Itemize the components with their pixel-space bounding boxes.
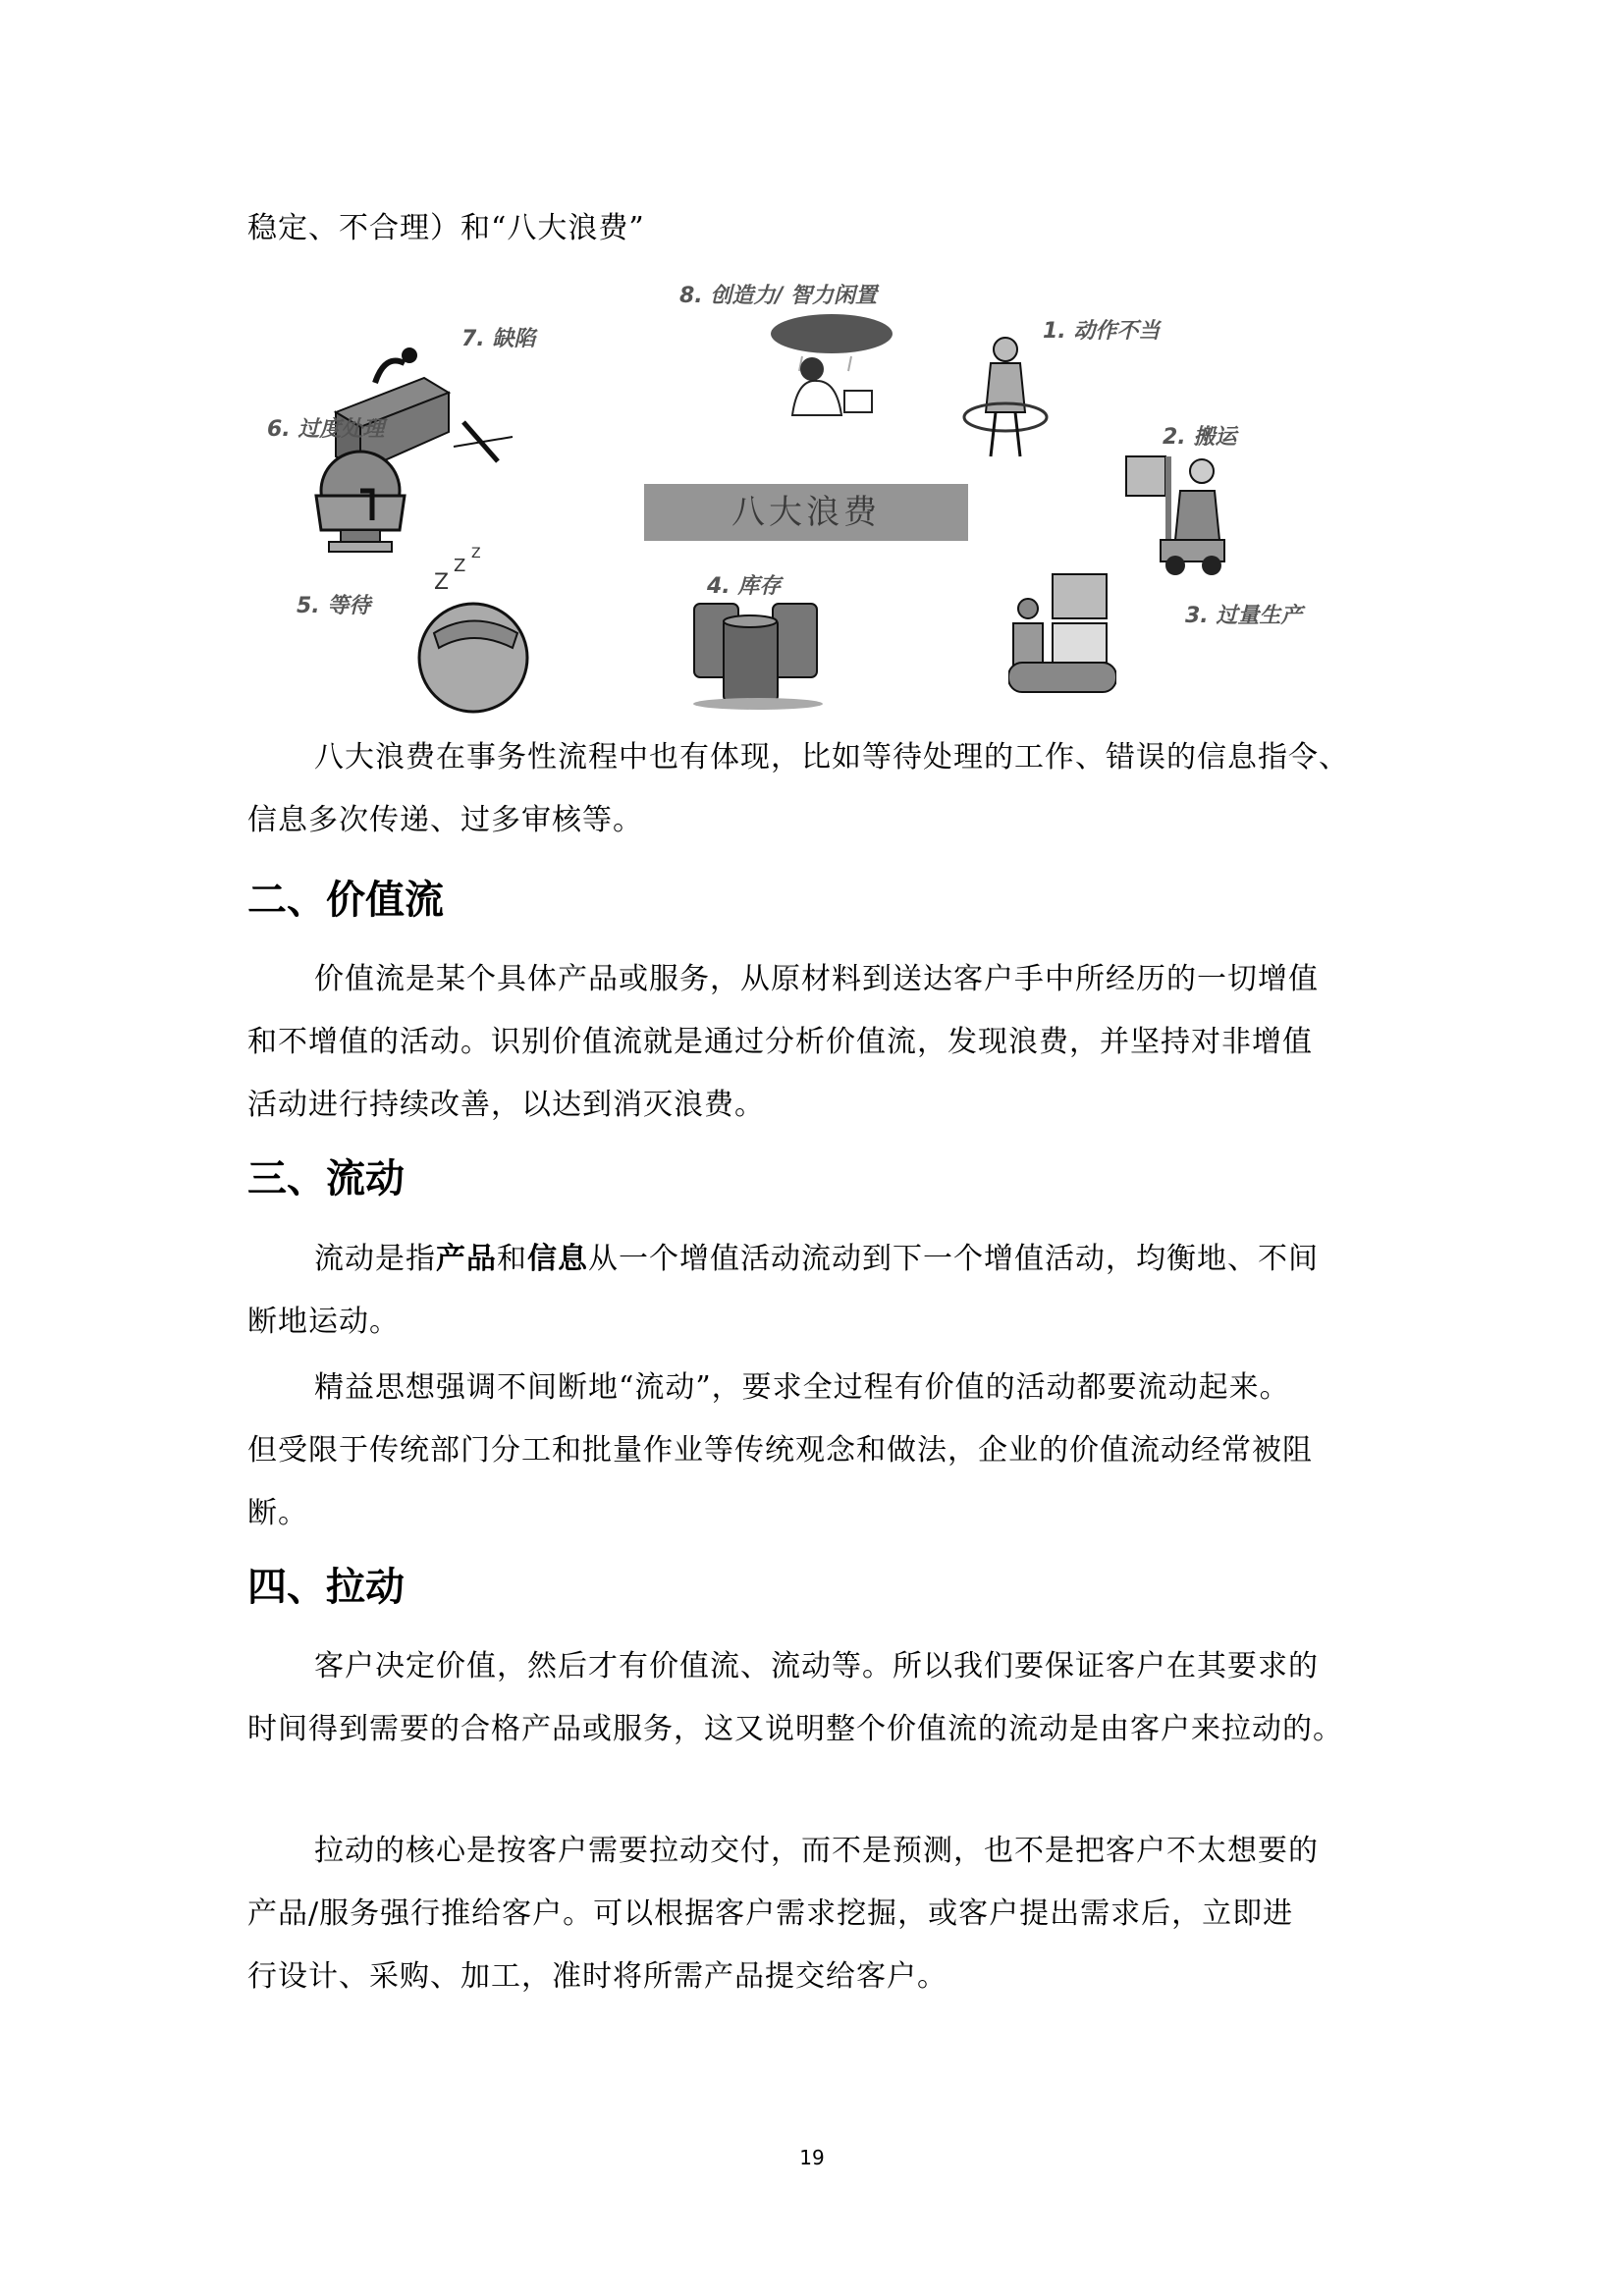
eight-wastes-figure [257, 275, 1367, 726]
paragraph-line: 断。 [247, 1496, 308, 1530]
waste-label-4: 4. 库存 [707, 574, 782, 599]
paragraph-line: 信息多次传递、过多审核等。 [247, 803, 643, 837]
paragraph-line: 时间得到需要的合格产品或服务，这又说明整个价值流的流动是由客户来拉动的。 [247, 1712, 1343, 1746]
paragraph-line: 活动进行持续改善，以达到消灭浪费。 [247, 1088, 765, 1122]
paragraph-line: 流动是指产品和信息从一个增值活动流动到下一个增值活动，均衡地、不间 [314, 1242, 1319, 1276]
paragraph-line: 行设计、采购、加工，准时将所需产品提交给客户。 [247, 1959, 947, 1994]
paragraph-line: 拉动的核心是按客户需要拉动交付，而不是预测，也不是把客户不太想要的 [314, 1834, 1319, 1868]
section-heading-pull: 四、拉动 [247, 1565, 405, 1610]
grinding-wheel-icon [311, 447, 409, 555]
bold-term-product: 产品 [436, 1242, 497, 1276]
waste-label-6: 6. 过度处理 [267, 417, 385, 442]
paragraph-line: 客户决定价值，然后才有价值流、流动等。所以我们要保证客户在其要求的 [314, 1649, 1319, 1683]
paragraph-line: 八大浪费在事务性流程中也有体现，比如等待处理的工作、错误的信息指令、 [314, 740, 1349, 774]
waste-label-3: 3. 过量生产 [1185, 604, 1303, 628]
intro-line: 稳定、不合理）和“八大浪费” [247, 211, 645, 245]
waste-label-5: 5. 等待 [297, 594, 371, 618]
eight-wastes-center-label: 八大浪费 [644, 484, 968, 541]
paragraph-line: 断地运动。 [247, 1305, 400, 1339]
waste-label-7: 7. 缺陷 [461, 327, 536, 351]
paragraph-line: 和不增值的活动。识别价值流就是通过分析价值流，发现浪费，并坚持对非增值 [247, 1025, 1313, 1059]
section-heading-value-stream: 二、价值流 [247, 878, 444, 923]
paragraph-line: 产品/服务强行推给客户。可以根据客户需求挖掘，或客户提出需求后，立即进 [247, 1896, 1294, 1931]
waste-label-1: 1. 动作不当 [1043, 319, 1161, 344]
svg-text:Z: Z [454, 556, 466, 576]
conveyor-production-icon [1008, 569, 1116, 697]
waste-label-2: 2. 搬运 [1163, 425, 1237, 450]
paragraph-line: 但受限于传统部门分工和批量作业等传统观念和做法，企业的价值流动经常被阻 [247, 1433, 1313, 1468]
oil-barrels-icon [689, 594, 827, 712]
forklift-icon [1121, 452, 1229, 579]
sleeping-globe-icon [405, 540, 542, 717]
svg-text:Z: Z [471, 546, 481, 561]
rain-cloud-person-icon [768, 312, 895, 420]
section-heading-flow: 三、流动 [247, 1156, 405, 1201]
paragraph-line: 精益思想强调不间断地“流动”，要求全过程有价值的活动都要流动起来。 [314, 1370, 1290, 1405]
bold-term-information: 信息 [527, 1242, 588, 1276]
waste-label-8: 8. 创造力/ 智力闲置 [679, 284, 878, 308]
hula-hoop-man-icon [956, 334, 1064, 461]
page-number: 19 [799, 2146, 825, 2169]
paragraph-line: 价值流是某个具体产品或服务，从原材料到送达客户手中所经历的一切增值 [314, 962, 1319, 996]
svg-text:Z: Z [434, 570, 450, 595]
